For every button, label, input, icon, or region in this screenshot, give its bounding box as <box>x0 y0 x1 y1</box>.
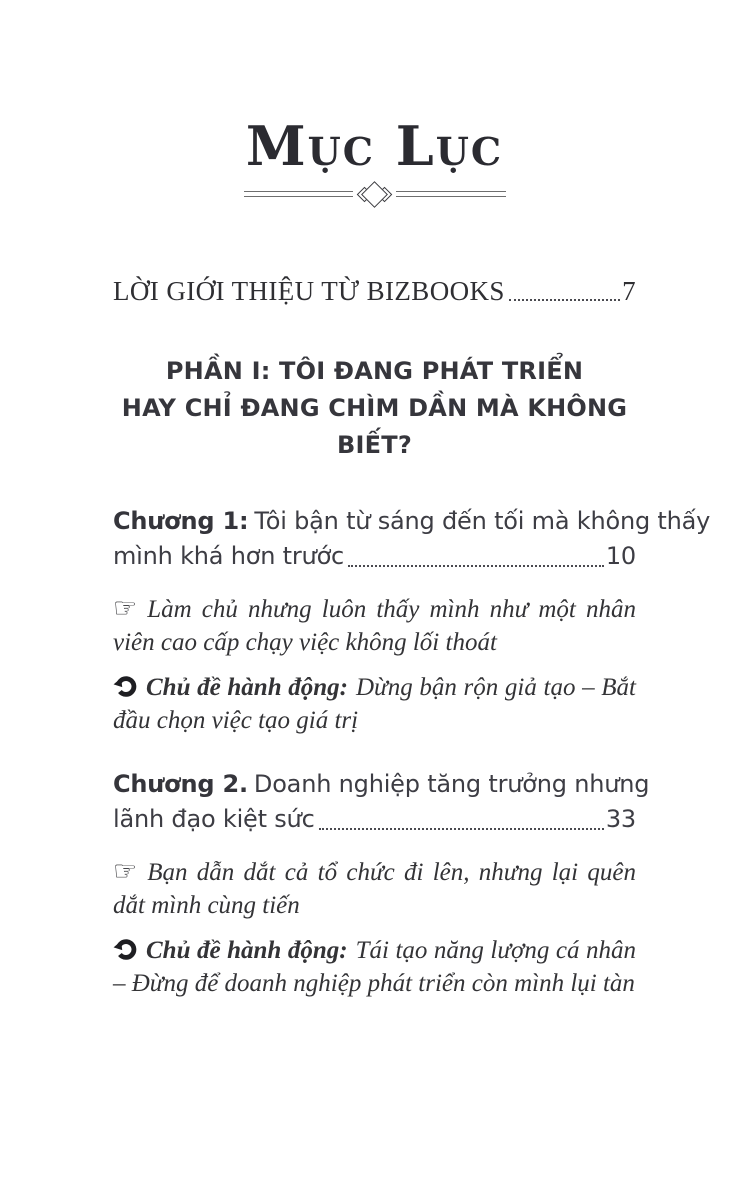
chapter-title-line2[interactable] <box>113 802 636 837</box>
chapter-title-line1[interactable] <box>113 767 650 802</box>
chapter-page: 10 <box>605 541 636 570</box>
chapter-label: Chương 1: <box>113 506 249 535</box>
diamond-ornament-icon <box>361 181 388 208</box>
chapter-title-text: Tôi bận từ sáng đến tối mà không thấy <box>254 506 711 535</box>
circular-arrow-icon <box>113 674 138 699</box>
part-heading-line1: PHẦN I: TÔI ĐANG PHÁT TRIỂN <box>165 356 584 385</box>
chapter-entry <box>113 504 711 737</box>
action-text: Dừng bận rộn giả tạo – Bắt đầu chọn việc tạo giá trị <box>113 673 636 734</box>
chapter-action <box>113 934 636 1000</box>
toc-entry-intro[interactable] <box>113 276 636 307</box>
pointing-hand-icon: ☞ <box>113 855 138 887</box>
ornamental-divider <box>244 185 506 204</box>
chapter-note <box>113 855 636 922</box>
action-label: Chủ đề hành động: <box>146 673 348 701</box>
chapter-title-text: lãnh đạo kiệt sức <box>113 804 315 833</box>
part-heading-line2: HAY CHỈ ĐANG CHÌM DẦN MÀ KHÔNG BIẾT? <box>121 393 628 459</box>
masthead <box>113 114 636 204</box>
chapter-note-text: Bạn dẫn dắt cả tổ chức đi lên, nhưng lại quên dắt mình cùng tiến <box>113 858 636 919</box>
chapter-title-text: Doanh nghiệp tăng trưởng nhưng <box>253 769 650 798</box>
action-text: Tái tạo năng lượng cá nhân – Đừng để doanh nghiệp phát triển còn mình lụi tàn <box>113 936 636 997</box>
chapter-title-line2[interactable] <box>113 539 636 574</box>
chapter-note-text: Làm chủ nhưng luôn thấy mình như một nhân viên cao cấp chạy việc không lối thoát <box>113 595 636 656</box>
chapter-page: 33 <box>605 804 636 833</box>
dot-leader <box>348 565 604 567</box>
pointing-hand-icon: ☞ <box>113 592 138 624</box>
toc-entry-page: 7 <box>622 275 636 306</box>
chapter-note <box>113 592 636 659</box>
action-label: Chủ đề hành động: <box>146 936 348 964</box>
dot-leader <box>509 299 620 301</box>
dot-leader <box>319 828 604 830</box>
circular-arrow-icon <box>113 937 138 962</box>
chapter-title-text: mình khá hơn trước <box>113 541 345 570</box>
divider-rule-left <box>244 191 354 197</box>
toc-entry-label: LỜI GIỚI THIỆU TỪ BIZBOOKS <box>113 275 505 306</box>
chapter-action <box>113 671 636 737</box>
page-title: Mục Lục <box>245 114 504 178</box>
chapter-title-line1[interactable] <box>113 504 711 539</box>
chapter-entry <box>113 767 650 1000</box>
divider-rule-right <box>396 191 506 197</box>
chapter-label: Chương 2. <box>113 769 248 798</box>
part-heading <box>113 353 636 464</box>
